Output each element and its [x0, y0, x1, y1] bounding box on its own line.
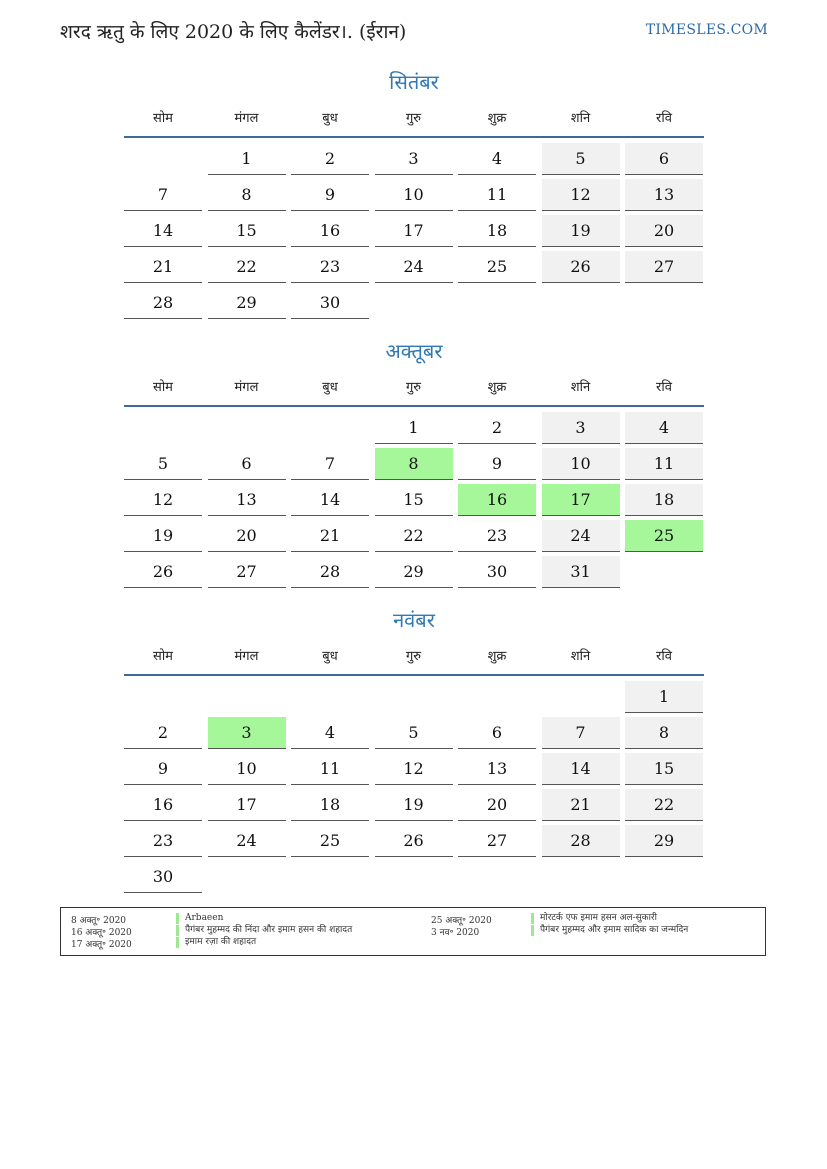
day-cell: 27: [458, 825, 536, 857]
day-cell: 6: [208, 448, 286, 480]
day-cell: 6: [625, 143, 703, 175]
day-cell-holiday: 17: [542, 484, 620, 516]
day-cell: 12: [375, 753, 453, 785]
weekday-label: सोम: [153, 649, 173, 664]
day-cell: 7: [291, 448, 369, 480]
weekday-label: बुध: [322, 380, 338, 395]
legend-description: पैगंबर मुहम्मद और इमाम सादिक का जन्मदिन: [531, 925, 688, 936]
day-cell: 11: [458, 179, 536, 211]
day-cell: 13: [208, 484, 286, 516]
legend-date: 8 अक्तू॰ 2020: [71, 916, 127, 926]
day-cell: 16: [291, 215, 369, 247]
weekday-label: रवि: [656, 380, 672, 395]
day-cell: 15: [625, 753, 703, 785]
day-cell: 1: [625, 681, 703, 713]
weekday-header: [124, 108, 704, 128]
month-title: सितंबर: [389, 70, 439, 94]
day-cell: 1: [208, 143, 286, 175]
legend-date: 3 नव॰ 2020: [431, 928, 480, 938]
day-cell: 30: [291, 287, 369, 319]
day-cell: 19: [542, 215, 620, 247]
day-cell: 27: [625, 251, 703, 283]
day-cell: 9: [291, 179, 369, 211]
day-cell: 21: [124, 251, 202, 283]
day-cell: 29: [375, 556, 453, 588]
day-cell: 2: [124, 717, 202, 749]
day-cell-holiday: 25: [625, 520, 703, 552]
day-cell: 15: [375, 484, 453, 516]
day-cell: 10: [208, 753, 286, 785]
day-cell: 27: [208, 556, 286, 588]
weekday-label: शुक्र: [487, 380, 507, 395]
weekday-label: शनि: [570, 380, 591, 395]
weekday-label: गुरु: [405, 380, 422, 395]
day-cell: 9: [124, 753, 202, 785]
day-cell: 10: [542, 448, 620, 480]
legend-description: Arbaeen: [176, 913, 223, 924]
day-cell: 12: [124, 484, 202, 516]
day-cell: 26: [542, 251, 620, 283]
weekday-label: गुरु: [405, 649, 422, 664]
day-cell: 18: [458, 215, 536, 247]
day-cell: 26: [124, 556, 202, 588]
legend-description: मोरटर्क एफ इमाम हसन अल-सुकारी: [531, 913, 657, 924]
legend-description: पैगंबर मुहम्मद की निंदा और इमाम हसन की शहादत: [176, 925, 352, 936]
day-cell: 24: [208, 825, 286, 857]
weekday-label: शुक्र: [487, 649, 507, 664]
day-cell: 20: [208, 520, 286, 552]
day-cell: 21: [291, 520, 369, 552]
day-cell: 29: [625, 825, 703, 857]
day-cell: 13: [458, 753, 536, 785]
day-cell: 30: [124, 861, 202, 893]
day-cell: 23: [291, 251, 369, 283]
day-cell: 26: [375, 825, 453, 857]
day-cell: 11: [291, 753, 369, 785]
day-cell: 22: [208, 251, 286, 283]
day-cell: 31: [542, 556, 620, 588]
day-cell: 15: [208, 215, 286, 247]
day-cell: 7: [542, 717, 620, 749]
day-cell: 13: [625, 179, 703, 211]
day-cell: 24: [375, 251, 453, 283]
day-cell: 25: [291, 825, 369, 857]
weekday-label: मंगल: [234, 649, 259, 664]
weekday-label: रवि: [656, 111, 672, 126]
weekday-label: बुध: [322, 111, 338, 126]
day-cell: 18: [625, 484, 703, 516]
day-cell: 6: [458, 717, 536, 749]
header-divider: [124, 405, 704, 407]
weekday-label: शनि: [570, 111, 591, 126]
day-cell: 16: [124, 789, 202, 821]
site-link[interactable]: TIMESLES.COM: [645, 22, 768, 38]
weekday-label: गुरु: [405, 111, 422, 126]
day-cell: 22: [375, 520, 453, 552]
weekday-label: शनि: [570, 649, 591, 664]
day-cell: 5: [542, 143, 620, 175]
day-cell: 30: [458, 556, 536, 588]
day-cell: 9: [458, 448, 536, 480]
weekday-label: बुध: [322, 649, 338, 664]
day-cell: 28: [291, 556, 369, 588]
month-title: अक्तूबर: [385, 339, 443, 363]
day-cell: 5: [375, 717, 453, 749]
weekday-label: रवि: [656, 649, 672, 664]
day-cell: 19: [124, 520, 202, 552]
day-cell: 4: [291, 717, 369, 749]
day-cell: 10: [375, 179, 453, 211]
day-cell: 4: [458, 143, 536, 175]
day-cell: 23: [124, 825, 202, 857]
weekday-header: [124, 377, 704, 397]
day-cell: 3: [375, 143, 453, 175]
weekday-label: शुक्र: [487, 111, 507, 126]
day-cell: 11: [625, 448, 703, 480]
day-cell: 14: [291, 484, 369, 516]
day-cell: 12: [542, 179, 620, 211]
day-cell: 14: [124, 215, 202, 247]
weekday-label: सोम: [153, 380, 173, 395]
page-title: शरद ऋतु के लिए 2020 के लिए कैलेंडर।. (ईरान): [60, 21, 407, 43]
day-cell: 25: [458, 251, 536, 283]
legend-date: 17 अक्तू॰ 2020: [71, 940, 132, 950]
day-cell: 19: [375, 789, 453, 821]
legend-description: इमाम रज़ा की शहादत: [176, 937, 256, 948]
weekday-label: मंगल: [234, 111, 259, 126]
weekday-label: सोम: [153, 111, 173, 126]
day-cell: 23: [458, 520, 536, 552]
day-cell: 17: [375, 215, 453, 247]
day-cell: 20: [625, 215, 703, 247]
weekday-header: [124, 646, 704, 666]
day-cell: 20: [458, 789, 536, 821]
day-cell: 22: [625, 789, 703, 821]
day-cell: 28: [542, 825, 620, 857]
day-cell: 2: [291, 143, 369, 175]
header-divider: [124, 674, 704, 676]
day-cell-holiday: 16: [458, 484, 536, 516]
holiday-legend: [60, 907, 766, 956]
day-cell: 14: [542, 753, 620, 785]
day-cell: 2: [458, 412, 536, 444]
day-cell: 7: [124, 179, 202, 211]
day-cell: 18: [291, 789, 369, 821]
day-cell-holiday: 3: [208, 717, 286, 749]
month-title: नवंबर: [393, 608, 435, 632]
day-cell: 4: [625, 412, 703, 444]
day-cell: 5: [124, 448, 202, 480]
legend-date: 16 अक्तू॰ 2020: [71, 928, 132, 938]
day-cell: 17: [208, 789, 286, 821]
day-cell: 1: [375, 412, 453, 444]
day-cell-holiday: 8: [375, 448, 453, 480]
day-cell: 21: [542, 789, 620, 821]
day-cell: 28: [124, 287, 202, 319]
day-cell: 24: [542, 520, 620, 552]
legend-date: 25 अक्तू॰ 2020: [431, 916, 492, 926]
day-cell: 8: [208, 179, 286, 211]
header-divider: [124, 136, 704, 138]
day-cell: 8: [625, 717, 703, 749]
day-cell: 3: [542, 412, 620, 444]
weekday-label: मंगल: [234, 380, 259, 395]
day-cell: 29: [208, 287, 286, 319]
